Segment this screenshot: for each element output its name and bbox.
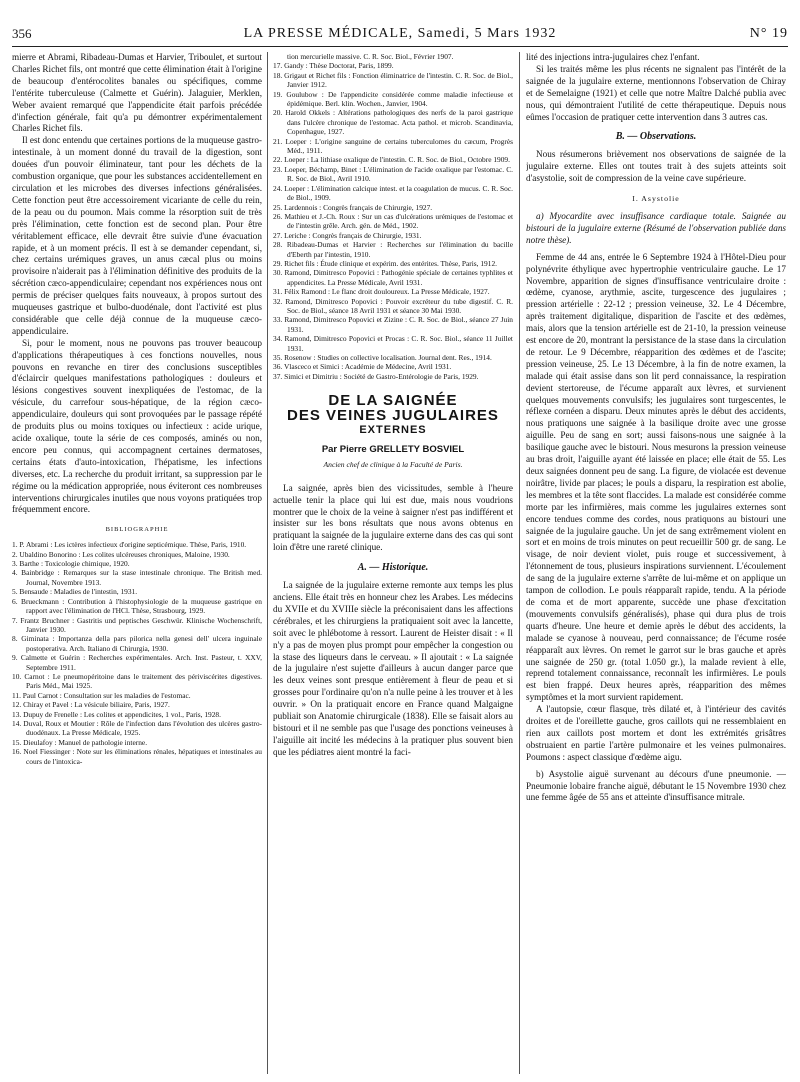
author-affiliation: Ancien chef de clinique à la Faculté de Paris. xyxy=(323,459,463,469)
subsection-heading: I. Asystolie xyxy=(632,194,680,204)
bibliography-entry: 8. Giminata : Importanza della pars pilorica nella genesi dell' ulcera inguinale postoperativa. Arch. Italiano di Chirurgia, 1930. xyxy=(12,634,262,653)
author-name: Par Pierre GRELLETY BOSVIEL xyxy=(321,443,465,455)
bibliography-entry: 1. P. Abrami : Les ictères infectieux d'origine septicémique. Thèse, Paris, 1910. xyxy=(12,540,247,550)
article-title: DES VEINES JUGULAIRES xyxy=(287,407,499,425)
bibliography-entry: 4. Bainbridge : Remarques sur la stase intestinale chronique. The British med. Journal, Novembre 1913. xyxy=(12,568,262,587)
bibliography-heading: BIBLIOGRAPHIE xyxy=(105,526,169,534)
body-paragraph: Nous résumerons brièvement nos observations de saignée de la jugulaire externe. Elles ont toutes trait à des sujets atteints soit d'asystolie, soit de compression de la veine cave supérieure. xyxy=(526,149,786,184)
bibliography-entry: tion mercurielle massive. C. R. Soc. Biol., Février 1907. xyxy=(287,52,454,61)
body-paragraph: La saignée, après bien des vicissitudes, semble à l'heure actuelle tenir la place qui lui est due, mais nous voudrions montrer que le choix de la veine à saigner n'est pas indifférent et insister sur les bons résultats que nous avons obtenus en pratiquant la saignée de la jugulaire externe dans des cas qui sont loin d'être une rareté clinique. xyxy=(273,482,513,553)
bibliography-entry: 9. Calmette et Guérin : Recherches expérimentales. Arch. Inst. Pasteur, t. XXV, Septembre 1911. xyxy=(12,653,262,672)
bibliography-entry: 12. Chiray et Pavel : La vésicule biliaire, Paris, 1927. xyxy=(12,700,170,710)
bibliography-entry: 10. Carnot : Le pneumopéritoine dans le traitement des périviscérites digestives. Paris Méd., Mai 1925. xyxy=(12,671,262,691)
bibliography-entry: 31. Félix Ramond : Le flanc droit douloureux. La Presse Médicale, 1927. xyxy=(273,287,490,297)
bibliography-entry: 16. Noel Fiessinger : Note sur les éliminations rénales, hépatiques et intestinales au cours de l'intoxica- xyxy=(12,747,262,766)
case-heading: a) Myocardite avec insuffisance cardiaque totale. Saignée au bistouri de la jugulaire externe (Résumé de l'observation publiée dans notre thèse). xyxy=(526,210,786,245)
column-rule xyxy=(519,52,520,1074)
bibliography-entry: 36. Vlasceco et Simici : Académie de Médecine, Avril 1931. xyxy=(273,362,452,372)
bibliography-entry: 2. Ubaldino Bonorino : Les colites ulcéreuses chroniques, Maloine, 1930. xyxy=(12,549,230,559)
section-heading: B. — Observations. xyxy=(615,131,697,143)
body-paragraph: Il est donc entendu que certaines portions de la muqueuse gastro-intestinale, à un moment donné du travail de la digestion, sont douées d'un pouvoir éliminateur, tant pour les déchets de la combustion organique, que pour les substances accidentellement en circulation et les microbes des diverses infections généralisées. Cette fonction peut être accessoirement vicariante de celle du rein, de la peau ou du poumon. Mais comme la résorption suit de très près l'élimination, cette fonction est de second plan. Pour être véritablement efficace, elle devrait être suivie d'une évacuation rapide, et à un moment précis. Il est à se demander cependant, si, chez certains urémiques graves, un anus cæcal plus ou moins provisoire n'aiderait pas à l'élimination définitive des produits de la sécrétion cæco-appendiculaire; cependant nos expériences nous ont permis de préciser quelques faits nouveaux, à propos surtout des muqueuses gastrique et bulbo-duodénale, dont l'activité est plus considérable que celle déjà connue de la muqueuse cæco-appendiculaire. xyxy=(12,135,262,336)
column-left xyxy=(12,52,262,1074)
section-heading: A. — Historique. xyxy=(357,562,429,574)
bibliography-entry: 28. Ribadeau-Dumas et Harvier : Recherches sur l'élimination du bacille d'Eberth par l'intestin, 1910. xyxy=(273,240,513,259)
body-paragraph: lité des injections intra-jugulaires chez l'enfant. xyxy=(526,52,700,62)
bibliography-list xyxy=(273,52,513,381)
bibliography-entry: 15. Dieulafoy : Manuel de pathologie interne. xyxy=(12,737,148,747)
bibliography-entry: 35. Rosenow : Studies on collective localisation. Journal dent. Res., 1914. xyxy=(273,353,492,362)
bibliography-entry: 24. Loeper : L'élimination calcique intest. et la coagulation de mucus. C. R. Soc. de Biol., 1909. xyxy=(273,183,513,203)
bibliography-entry: 27. Leriche : Congrès français de Chirurgie, 1931. xyxy=(273,230,422,240)
bibliography-entry: 21. Loeper : L'origine sanguine de certains tuberculomes du cæcum, Progrès Méd., 1911. xyxy=(273,136,513,156)
bibliography-entry: 20. Harold Okkels : Altérations pathologiques des nerfs de la paroi gastrique dans l'ulcère chronique de l'estomac. Acta pathol. et microb. Scandinavia, Copenhague, 1927. xyxy=(273,108,513,137)
column-right xyxy=(526,52,786,1074)
bibliography-entry: 30. Ramond, Dimitresco Popovici : Pathogénie spéciale de certaines typhlites et appendicites. La Presse Médicale, Avril 1931. xyxy=(273,268,513,287)
body-paragraph: Si les traités même les plus récents ne signalent pas l'intérêt de la saignée de la jugulaire externe, mentionnons l'observation de Chiray et de Semelaigne (1921) et celle que notre Maître Dalché publia avec nous, qui démontraient l'utilité de cette thérapeutique. Depuis nous eûmes l'occasion de pratiquer cette intervention dans 3 autres cas. xyxy=(526,63,786,122)
bibliography-entry: 23. Loeper, Béchamp, Binet : L'élimination de l'acide oxalique par l'estomac. C. R. Soc. de Biol., Avril 1910. xyxy=(273,164,513,184)
column-rule xyxy=(267,52,268,1074)
case-heading: b) Asystolie aiguë survenant au décours d'une pneumonie. — Pneumonie lobaire franche aiguë, débutant le 15 Novembre 1930 chez une femme âgée de 55 ans et atteinte d'insuffisance mitrale. xyxy=(526,768,786,803)
bibliography-entry: 11. Paul Carnot : Consultation sur les maladies de l'estomac. xyxy=(12,690,191,700)
page-number: 356 xyxy=(12,26,32,41)
body-paragraph: La saignée de la jugulaire externe remonte aux temps les plus anciens. Elle était très en honneur chez les Arabes. Les médecins du XVIIe et du XVIIIe siècle la préconisaient dans les affections cérébrales, et les chirurgiens la pratiquaient soit avec la lancette, soit avec le phlébotome à ressort. Laurent de Heister disait : « Il n'y a pas de moyen plus prompt pour empêcher la congestion ou la stase des liqueurs dans le cerveau. » Il ajoutait : « La saignée de la jugulaire n'est sujette d'ailleurs à aucun danger parce que les deux veines sont presque entièrement à fleur de peau et si grosses pour l'ordinaire qu'on n'a nulle peine à les trouver et à les ouvrir. » On la pratiquait encore en France quand Malgaigne publiait son Anatomie chirurgicale (1838). Elle se faisait alors au bistouri et il ne semble pas que l'usage des ponctions veineuses à l'aiguille ait incité les médecins à la pratiquer plus souvent bien que les pédiatres aient montré la faci- xyxy=(273,580,513,757)
journal-title: LA PRESSE MÉDICALE, Samedi, 5 Mars 1932 xyxy=(243,26,557,41)
body-paragraph: mierre et Abrami, Ribadeau-Dumas et Harvier, Triboulet, et surtout Charles Richet fils, ont montré que cette élimination était à l'origine de beaucoup d'entérocolites banales ou spécifiques, comme l'entérite tuberculeuse (Calmette et Guérin). Jalaguier, Merklen, Weber avaient remarqué que l'appendicite était parfois précédée d'infection générale, fait qu'a pu démontrer expérimentalement Charles Richet fils. xyxy=(12,52,262,134)
bibliography-entry: 5. Bensaude : Maladies de l'intestin, 1931. xyxy=(12,587,138,597)
bibliography-entry: 26. Mathieu et J.-Ch. Roux : Sur un cas d'ulcérations urémiques de l'estomac et de l'intestin grêle. Arch. gén. de Méd., 1902. xyxy=(273,211,513,231)
bibliography-entry: 22. Loeper : La lithiase oxalique de l'intestin. C. R. Soc. de Biol., Octobre 1909. xyxy=(273,155,510,165)
bibliography-entry: 13. Dupuy de Frenelle : Les colites et appendicites, 1 vol., Paris, 1928. xyxy=(12,709,221,719)
bibliography-entry: 19. Goulubow : De l'appendicite considérée comme maladie infectieuse et épidémique. Berl. klin. Wochen., Janvier, 1904. xyxy=(273,89,513,109)
bibliography-entry: 33. Ramond, Dimitresco Popovici et Zizine : C. R. Soc. de Biol., séance 27 Juin 1931. xyxy=(273,315,513,334)
bibliography-entry: 25. Lardennois : Congrès français de Chirurgie, 1927. xyxy=(273,202,433,212)
bibliography-entry: 32. Ramond, Dimitresco Popovici : Pouvoir excréteur du tube digestif. C. R. Soc. de Biol., séance 18 Avril 1931 et séance 30 Mai 1930. xyxy=(273,296,513,315)
bibliography-entry: 7. Frantz Bruchner : Gastritis und peptisches Geschwür. Klinische Wochenschrift, Janvier 1930. xyxy=(12,615,262,634)
bibliography-entry: 17. Gandy : Thèse Doctorat, Paris, 1899. xyxy=(273,61,394,71)
article-title: EXTERNES xyxy=(359,424,427,437)
issue-number: N° 19 xyxy=(749,26,788,41)
article-author xyxy=(273,444,513,457)
column-middle xyxy=(273,52,513,1074)
article-title: DE LA SAIGNÉE xyxy=(328,392,458,410)
bibliography-entry: 29. Richet fils : Étude clinique et expérim. des entérites. Thèse, Paris, 1912. xyxy=(273,258,497,268)
bibliography-entry: 37. Simici et Dimitriu : Société de Gastro-Entérologie de Paris, 1929. xyxy=(273,371,479,381)
bibliography-entry: 6. Brueckmann : Contribution à l'histophysiologie de la muqueuse gastrique en rapport avec l'élimination de l'HCl. Thèse, Strasbourg, 1929. xyxy=(12,596,262,616)
bibliography-list xyxy=(12,540,262,766)
bibliography-entry: 34. Ramond, Dimitresco Popovici et Procas : C. R. Soc. Biol., séance 11 Juillet 1931. xyxy=(273,334,513,353)
running-header xyxy=(12,26,788,47)
bibliography-entry: 3. Barthe : Toxicologie chimique, 1920. xyxy=(12,559,130,569)
bibliography-entry: 18. Grigaut et Richet fils : Fonction éliminatrice de l'intestin. C. R. Soc. de Biol., Janvier 1912. xyxy=(273,70,513,90)
body-paragraph: Femme de 44 ans, entrée le 6 Septembre 1924 à l'Hôtel-Dieu pour polynévrite éthylique avec hypertrophie ventriculaire gauche. Le 17 Novembre, apparition de signes d'insuffisance ventriculaire droite : œdème, cyanose, arythmie, ascite, turgescence des jugulaires ; pression artérielle : 22-12 ; pression veineuse, 32. Le 4 Décembre, après traitement digitalique, disparition de l'ascite et des œdèmes, mais, alors que la tension artérielle est de 21-10, la pression veineuse est encore de 20, montrant la persistance de la stase dans la circulation de retour. Le 9 Décembre, réapparition des œdèmes et de l'ascite; pression veineuse, 25. Le 13 Décembre, à la fin de notre examen, la malade qui était assise dans son lit perd connaissance, la respiration devient stertoreuse, de l'écume apparaît aux lèvres, et survienent quelques mouvements convulsifs; les jugulaires sont turgescentes, le réflexe cornéen a disparu. Deux minutes après le début des accidents, nous pratiquons une saignée à la basilique droite avec une grosse aiguille. Peu de sang en sort; aussi faisons-nous une saignée à la basilique gauche avec le bistouri. Nous mesurons la pression veineuse au bras droit, l'aiguille ayant été laissée en place; elle était de 55. Les deux saignées donnent peu de sang. La figure, de violacée est devenue noirâtre, livide par places; le pouls a disparu, la respiration est abolie, les membres et la tête sont flaccides. La malade est considérée comme morte par les infirmières, mais comme les jugulaires externes sont encore tendues comme des cordes, nous pratiquons au bistouri une saignée de la jugulaire gauche. Un jet de sang extrêmement violent en sort et en moins de trois minutes on peut recueillir 500 gr. de sang. Le visage, de noir devient violet, puis rouge et successivement, à l'étonnement de tous, plusieurs inspirations surviennent. L'écoulement de sang de la jugulaire externe s'arrête de lui-même et on applique un tampon de collodion. Le pouls réapparaît rapide, tendu. A la période de coma et de mort apparente, succède une phase d'excitation (mouvements convulsifs généralisés), phase qui dura plus de trois quarts d'heure. Une heure et demie après le début des accidents, la malade se cyanose à nouveau, perd connaissance; de l'écume rosée réapparaît aux lèvres. On remet le garrot sur le bras gauche et après une saignée de 250 gr. (total 1.050 gr.), la malade revient à elle, reprend totalement connaissance, reconnaît les infirmières. Le pouls est bien frappé. Deux heures après, réapparition des mêmes symptômes et la mort survient rapidement. xyxy=(526,251,786,703)
body-paragraph: Si, pour le moment, nous ne pouvons pas trouver beaucoup d'applications thérapeutiques à ces fonctions nouvelles, nous pouvons en revanche en tirer des conclusions susceptibles d'éclaircir quelques manifestations pathologiques : douleurs et lésions congestives souvent inexpliquées de l'estomac, de la vésicule, du carrefour sous-hépatique, de la région cæco-appendiculaire, douleurs qui sont provoquées par le passage répété de produits plus ou moins toxiques ou infectieux : acide urique, acide oxalique, toute la série de ces composés, aminés ou non, encore peu connus, qui accompagnent certaines dermatoses, certains états d'auto-intoxication, l'hépatisme, les infections diverses, etc. La recherche du produit irritant, sa suppression par le régime ou la médication appropriée, nous éviteront ces nombreuses interventions chirurgicales inutiles que nous voyons pratiquées trop fréquemment encore. xyxy=(12,337,262,515)
body-paragraph: A l'autopsie, cœur flasque, très dilaté et, à l'intérieur des cavités droites et de l'oreillette gauche, gros caillots qui ne ressemblaient en rien aux caillots post mortem et dont les extrémités grisâtres obstruaient en partie l'artère pulmonaire et les veines pulmonaires. Poumons : aspect classique d'œdème aigu. xyxy=(526,704,786,762)
bibliography-entry: 14. Duval, Roux et Moutier : Rôle de l'infection dans l'évolution des ulcères gastro-duodénaux. La Presse Médicale, 1925. xyxy=(12,718,262,738)
